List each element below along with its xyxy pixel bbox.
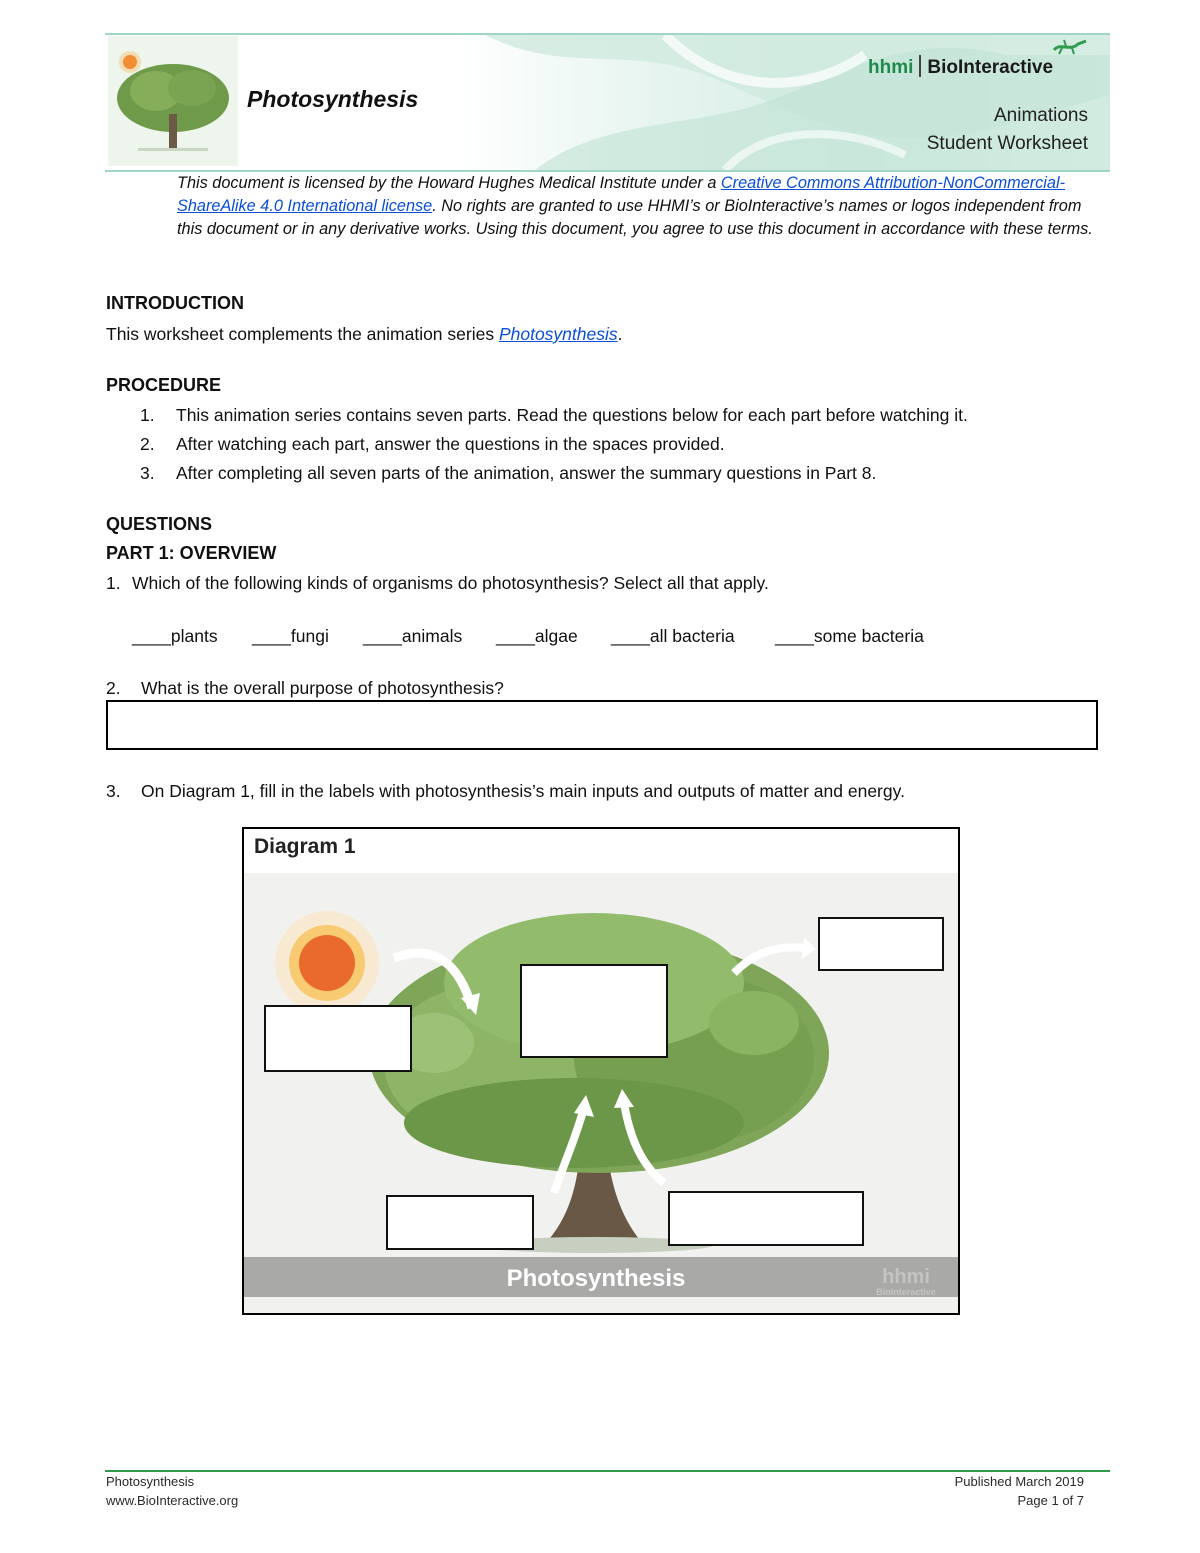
biointeractive-logo [868,55,1053,79]
footer-published: Published March 2019 [954,1474,1084,1489]
footer-title: Photosynthesis [106,1474,195,1489]
part-heading: PART 1: OVERVIEW [106,543,277,563]
photosynthesis-link[interactable]: Photosynthesis [498,324,618,344]
diagram-1 [242,827,960,1315]
option-all-bacteria[interactable]: ____all bacteria [611,626,735,646]
license-notice [177,172,1097,241]
option-plants[interactable]: ____plants [132,626,218,646]
label-box-canopy[interactable] [520,964,668,1058]
option-animals[interactable]: ____animals [363,626,463,646]
introduction-text [106,324,623,345]
step-number: 1. [140,405,155,425]
logo-hhmi: hhmi [868,57,914,78]
step-number: 3. [140,463,155,483]
label-box-right-input[interactable] [668,1191,864,1246]
footer-divider [105,1470,1110,1472]
doc-category: Animations [994,105,1088,126]
page-title: Photosynthesis [247,86,419,112]
license-text-before: This document is licensed by the Howard Hughes Medical Institute under a [177,174,721,192]
license-text-after: . No rights are granted to use HHMI’s or BioInteractive’s names or logos independent from this document or in any derivative works. Using this document, you agree to use this document in accordance with these terms. [177,197,1093,238]
step-number: 2. [140,434,155,454]
footer-website: www.BioInteractive.org [106,1493,239,1508]
license-link[interactable]: Creative Commons Attribution-NonCommercial-ShareAlike 4.0 International license [177,174,1066,215]
diagram-banner-text: Photosynthesis [506,1265,686,1292]
question-number: 1. [106,573,121,593]
question-number: 2. [106,678,121,698]
question-text: What is the overall purpose of photosynthesis? [141,678,504,698]
question-text: On Diagram 1, fill in the labels with photosynthesis’s main inputs and outputs of matter and energy. [141,781,905,801]
doc-type: Student Worksheet [926,133,1088,154]
label-box-output[interactable] [818,917,944,971]
option-algae[interactable]: ____algae [496,626,578,646]
label-box-left-input[interactable] [386,1195,534,1250]
diagram-title: Diagram 1 [254,835,356,858]
label-box-light-input[interactable] [264,1005,412,1072]
question-text: Which of the following kinds of organisms do photosynthesis? Select all that apply. [132,573,769,593]
option-fungi[interactable]: ____fungi [252,626,329,646]
step-text: After completing all seven parts of the animation, answer the summary questions in Part 8. [176,463,877,483]
diagram-watermark-hhmi: hhmi [882,1266,930,1288]
procedure-heading: PROCEDURE [106,375,222,395]
intro-text-after: . [617,324,623,344]
lizard-logo-icon [1052,38,1088,56]
footer-page-number: Page 1 of 7 [1017,1493,1084,1508]
intro-text-before: This worksheet complements the animation series [106,324,499,344]
question-number: 3. [106,781,121,801]
answer-box[interactable] [106,700,1098,750]
step-text: This animation series contains seven parts. Read the questions below for each part before watching it. [176,405,968,425]
introduction-heading: INTRODUCTION [106,293,244,313]
logo-brand: BioInteractive [927,57,1054,78]
diagram-watermark-brand: BioInteractive [876,1287,936,1297]
tree-thumbnail-image [108,36,238,166]
option-some-bacteria[interactable]: ____some bacteria [775,626,924,646]
questions-heading: QUESTIONS [106,514,213,534]
step-text: After watching each part, answer the questions in the spaces provided. [176,434,725,454]
